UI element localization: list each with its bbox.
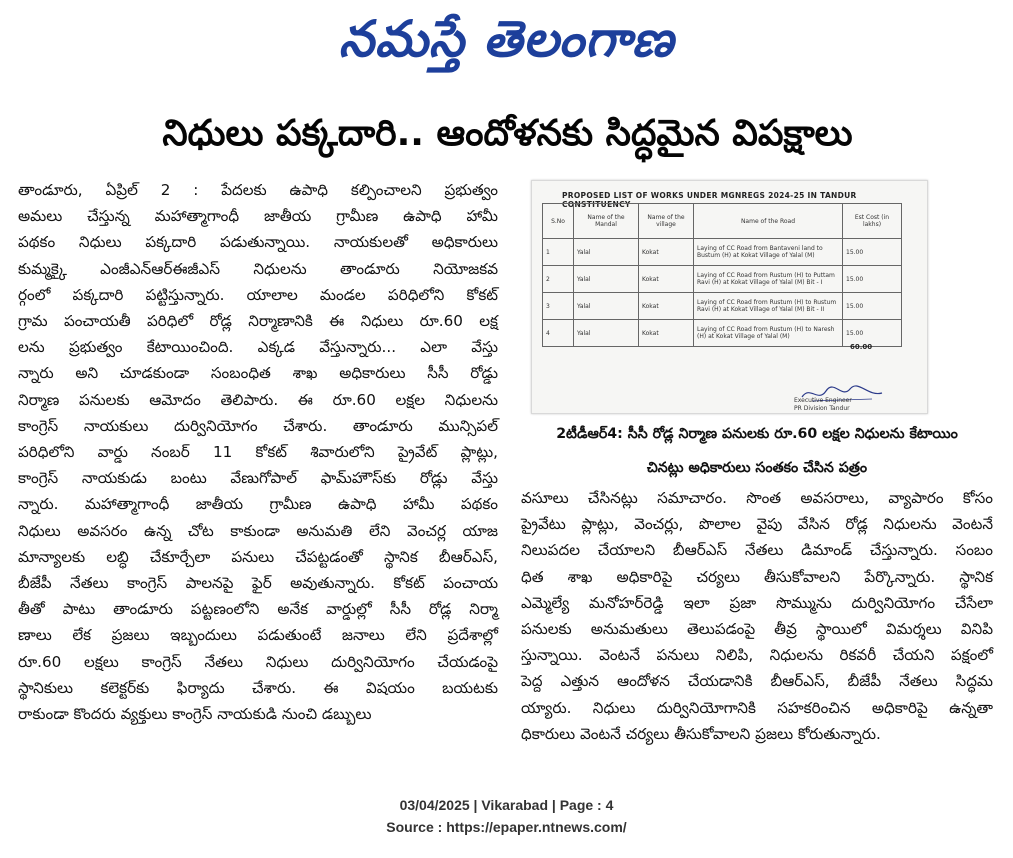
caption-line: చినట్లు అధికారులు సంతకం చేసిన పత్రం	[646, 460, 868, 476]
signatory-block	[794, 397, 852, 413]
document-title: PROPOSED LIST OF WORKS UNDER MGNREGS 2024-25 IN TANDUR CONSTITUENCY	[562, 191, 857, 209]
table-header-row	[543, 204, 902, 239]
signatory-line: PR Division Tandur	[794, 405, 850, 412]
article-line: స్తున్నాయి. వెంటనే పనులు నిలిపి, నిధులను రికవరీ చేయని పక్షంలో	[521, 646, 993, 665]
article-line: నిధులు అవసరం ఉన్న చోట కాకుండా అనుమతి లేని వెంచర్ల యాజ	[18, 521, 498, 540]
table-header-cell: Name of the village	[639, 204, 694, 239]
table-header-cell: Name of the Mandal	[574, 204, 639, 239]
table-cell: Yalal	[574, 239, 639, 266]
table-cell: Yalal	[574, 320, 639, 347]
table-header-cell: Est Cost (in lakhs)	[843, 204, 902, 239]
article-line: ధికారులు వెంటనే చర్యలు తీసుకోవాలని ప్రజలు కోరుతున్నారు.	[521, 724, 881, 743]
article-line: న్నారు అని చూడకుండా సంబంధిత శాఖ అధికారులు సీసీ రోడ్డు	[18, 364, 498, 383]
page-footer	[0, 794, 1013, 838]
article-line: ణాలు లేక ప్రజలు ఇబ్బందులు పడుతుంటే జనాలు లేని ప్రదేశాల్లో	[18, 626, 498, 645]
article-line: కుమ్మక్కై ఎంజీఎన్ఆర్ఈజీఎస్ నిధులను తాండూరు నియోజకవ	[18, 259, 498, 278]
article-right-column	[521, 485, 993, 747]
article-line: ర్గంలో పక్కదారి పట్టిస్తున్నారు. యాలాల మండల పరిధిలోని కోకట్	[18, 285, 498, 304]
table-row	[543, 239, 902, 266]
table-cell: Kokat	[639, 239, 694, 266]
article-line: పథకం నిధులు పక్కదారి పడుతున్నాయి. నాయకులతో అధికారులు	[18, 233, 498, 252]
footer-source: Source : https://epaper.ntnews.com/	[386, 819, 627, 835]
table-cell: 15.00	[843, 266, 902, 293]
article-line: య్యారు. నిధులు దుర్వినియోగానికి సహకరించిన అధికారిపై ఉన్నతా	[521, 698, 993, 717]
article-line: గ్రామ పంచాయతీ పరిధిలో రోడ్ల నిర్మాణానికి ఈ నిధులు రూ.60 లక్ష	[18, 312, 498, 331]
table-cell: Yalal	[574, 266, 639, 293]
article-line: రాకుండా కొందరు వ్యక్తులు కాంగ్రెస్ నాయకుడి నుంచి డబ్బులు	[18, 705, 372, 724]
article-line: పరిధిలోని వార్డు నంబర్ 11 కోకట్ శివారులోని ప్రైవేట్ ప్లాట్లు,	[18, 443, 498, 462]
article-line: పెద్ద ఎత్తున ఆందోళన చేయడానికి బీఆర్ఎస్, బీజేపీ నేతలు సిద్ధమ	[521, 672, 993, 691]
works-table	[542, 203, 902, 347]
table-cell: Laying of CC Road from Rustum (H) to Rustum Ravi (H) at Kokat Village of Yalal (M) Bit - II	[694, 293, 843, 320]
table-total: 60.00	[850, 343, 873, 351]
table-cell: 2	[543, 266, 574, 293]
table-header-cell: S.No	[543, 204, 574, 239]
article-line: ప్రైవేటు ప్లాట్లు, వెంచర్లు, పొలాల వైపు వేసిన రోడ్ల నిధులను వెంటనే	[521, 515, 993, 534]
article-line: న్నారు. మహాత్మాగాంధీ జాతీయ గ్రామీణ ఉపాధి హామీ పథకం	[18, 495, 498, 514]
article-line: నిర్మాణ పనులకు ఆమోదం తెలిపారు. ఈ రూ.60 లక్షల నిధులను	[18, 390, 498, 409]
footer-dateline: 03/04/2025 | Vikarabad | Page : 4	[399, 797, 614, 813]
table-cell: Kokat	[639, 293, 694, 320]
article-line: కాంగ్రెస్ నాయకుడు బంటు వేణుగోపాల్ ఫామ్‌హౌస్‌కు రోడ్లు వేస్తు	[18, 469, 498, 488]
table-row	[543, 293, 902, 320]
article-left-column	[18, 177, 498, 727]
table-cell: Kokat	[639, 266, 694, 293]
table-row	[543, 266, 902, 293]
table-cell: Laying of CC Road from Bantaveni land to Bustum (H) at Kokat Village of Yalal (M)	[694, 239, 843, 266]
article-line: స్థానికులు కలెక్టర్‌కు ఫిర్యాదు చేశారు. ఈ విషయం బయటకు	[18, 678, 498, 697]
article-line: ధిత శాఖ అధికారిపై చర్యలు తీసుకోవాలని పేర్కొన్నారు. స్థానిక	[521, 567, 993, 586]
article-headline: నిధులు పక్కదారి.. ఆందోళనకు సిద్ధమైన విపక్షాలు	[162, 113, 853, 154]
article-line: నిలుపదల చేయాలని బీఆర్ఎస్ నేతలు డిమాండ్ చేస్తున్నారు. సంబం	[521, 541, 993, 560]
table-cell: 3	[543, 293, 574, 320]
table-header-cell: Name of the Road	[694, 204, 843, 239]
newspaper-masthead	[0, 4, 1013, 76]
photo-caption	[521, 417, 993, 485]
table-row	[543, 320, 902, 347]
article-line: పనులకు అనుమతులు తెలుపడంపై తీవ్ర స్థాయిలో విమర్శలు వినిపి	[521, 620, 993, 639]
table-cell: Yalal	[574, 293, 639, 320]
table-cell: Kokat	[639, 320, 694, 347]
article-line: ఎమ్మెల్యే మనోహర్‌రెడ్డి ఇలా ప్రజా సొమ్మును దుర్వినియోగం చేసేలా	[521, 593, 993, 612]
table-cell: 15.00	[843, 239, 902, 266]
article-line: వసూలు చేసినట్లు సమాచారం. సొంత అవసరాలు, వ్యాపారం కోసం	[521, 489, 993, 507]
article-line: లను ప్రభుత్వం కేటాయించింది. ఎక్కడ వేస్తున్నారు... ఎలా వేస్తు	[18, 338, 498, 357]
table-cell: 15.00	[843, 320, 902, 347]
table-cell: Laying of CC Road from Rustum (H) to Puttam Ravi (H) at Kokat Village of Yalal (M) Bit - I	[694, 266, 843, 293]
article-line: బీజేపీ నేతలు కాంగ్రెస్ పాలనపై ఫైర్ అవుతున్నారు. కోకట్ పంచాయ	[18, 574, 498, 593]
table-cell: 15.00	[843, 293, 902, 320]
article-line: రూ.60 లక్షలు కాంగ్రెస్ నేతలు నిధులు దుర్వినియోగం చేయడంపై	[18, 652, 498, 671]
document-photo	[531, 180, 928, 414]
article-line: తీతో పాటు తాండూరు పట్టణంలోని అనేక వార్డుల్లో సీసీ రోడ్ల నిర్మా	[18, 600, 498, 619]
article-line: మాన్యాలకు లబ్ధి చేకూర్చేలా పనులు చేపట్టడంతో స్థానిక బీఆర్ఎస్,	[18, 547, 498, 566]
table-cell: Laying of CC Road from Rustum (H) to Naresh (H) at Kokat Village of Yalal (M)	[694, 320, 843, 347]
article-line: కాంగ్రెస్ నాయకులు దుర్వినియోగం చేశారు. తాండూరు మున్సిపల్	[18, 416, 498, 435]
article-line: తాండూరు, ఏప్రిల్ 2 : పేదలకు ఉపాధి కల్పించాలని ప్రభుత్వం	[18, 181, 498, 199]
table-cell: 1	[543, 239, 574, 266]
signatory-line: Executive Engineer	[794, 397, 852, 404]
masthead-title: నమస్తే తెలంగాణ	[338, 9, 675, 68]
article-line: అమలు చేస్తున్న మహాత్మాగాంధీ జాతీయ గ్రామీణ ఉపాధి హామీ	[18, 207, 498, 226]
table-cell: 4	[543, 320, 574, 347]
caption-line: 2టీడీఆర్4: సీసీ రోడ్ల నిర్మాణ పనులకు రూ.60 లక్షల నిధులను కేటాయిం	[556, 426, 958, 442]
